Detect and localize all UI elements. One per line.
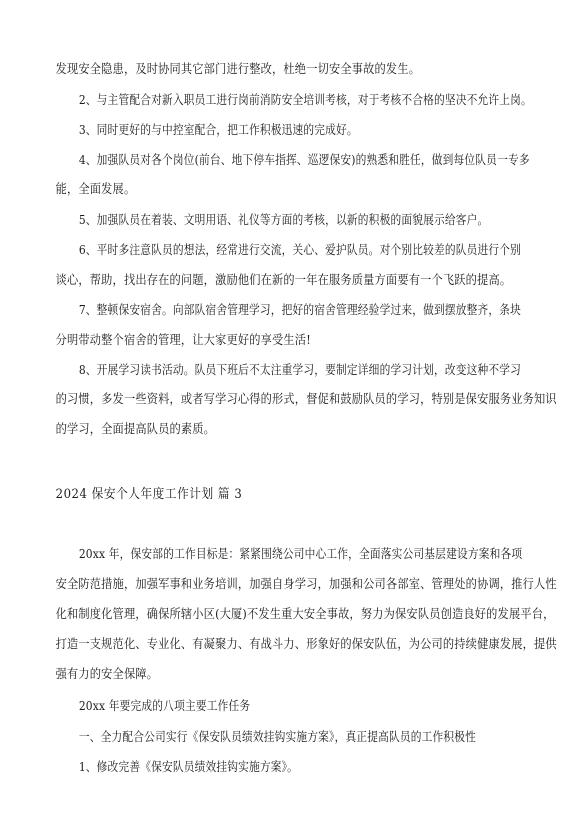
paragraph-line: 分明带动整个宿舍的管理，让大家更好的享受生活! bbox=[55, 332, 311, 347]
paragraph-line: 化和制度化管理，确保所辖小区(大厦)不发生重大安全事故，努力为保安队员创造良好的发展平台， bbox=[55, 606, 555, 621]
paragraph-line: 的习惯，多发一些资料，或者写学习心得的形式，督促和鼓励队员的学习，特别是保安服务业务知识 bbox=[55, 391, 557, 406]
paragraph-line: 发现安全隐患，及时协同其它部门进行整改，杜绝一切安全事故的发生。 bbox=[55, 61, 421, 76]
paragraph-line: 打造一支规范化、专业化、有凝聚力、有战斗力、形象好的保安队伍，为公司的持续健康发展，提供 bbox=[55, 636, 557, 651]
paragraph-line: 6、平时多注意队员的想法，经常进行交流，关心、爱护队员。对个别比较差的队员进行个别 bbox=[78, 242, 522, 257]
paragraph-line: 谈心，帮助，找出存在的问题，激励他们在新的一年在服务质量方面要有一个飞跃的提高。 bbox=[55, 272, 512, 287]
paragraph-line: 的学习，全面提高队员的素质。 bbox=[55, 421, 216, 436]
paragraph-line: 7、整顿保安宿舍。向部队宿舍管理学习，把好的宿舍管理经验学过来，做到摆放整齐，条块 bbox=[78, 302, 522, 317]
paragraph-line: 2、与主管配合对新入职员工进行岗前消防安全培训考核，对于考核不合格的坚决不允许上岗。 bbox=[78, 92, 532, 107]
subsection-heading: 20xx 年要完成的八项主要工作任务 bbox=[78, 698, 251, 713]
paragraph-line: 1、修改完善《保安队员绩效挂钩实施方案》。 bbox=[78, 759, 299, 774]
paragraph-line: 5、加强队员在着装、文明用语、礼仪等方面的考核，以新的积极的面貌展示给客户。 bbox=[78, 212, 489, 227]
paragraph-line: 4、加强队员对各个岗位(前台、地下停车指挥、巡逻保安)的熟悉和胜任，做到每位队员一专多 bbox=[78, 152, 530, 167]
paragraph-line: 安全防范措施，加强军事和业务培训，加强自身学习，加强和公司各部室、管理处的协调，推行人性 bbox=[55, 576, 557, 591]
section-title: 2024 保安个人年度工作计划 篇 3 bbox=[55, 487, 243, 502]
paragraph-line: 能，全面发展。 bbox=[55, 181, 136, 196]
paragraph-line: 8、开展学习读书活动。队员下班后不太注重学习，要制定详细的学习计划，改变这种不学习 bbox=[78, 362, 522, 377]
paragraph-line: 20xx 年，保安部的工作目标是：紧紧围绕公司中心工作，全面落实公司基层建设方案和各项 bbox=[78, 546, 523, 561]
paragraph-line: 一、全力配合公司实行《保安队员绩效挂钩实施方案》，真正提高队员的工作积极性 bbox=[78, 729, 477, 744]
paragraph-line: 3、同时更好的与中控室配合，把工作积极迅速的完成好。 bbox=[78, 122, 358, 137]
paragraph-line: 强有力的安全保障。 bbox=[55, 666, 159, 681]
